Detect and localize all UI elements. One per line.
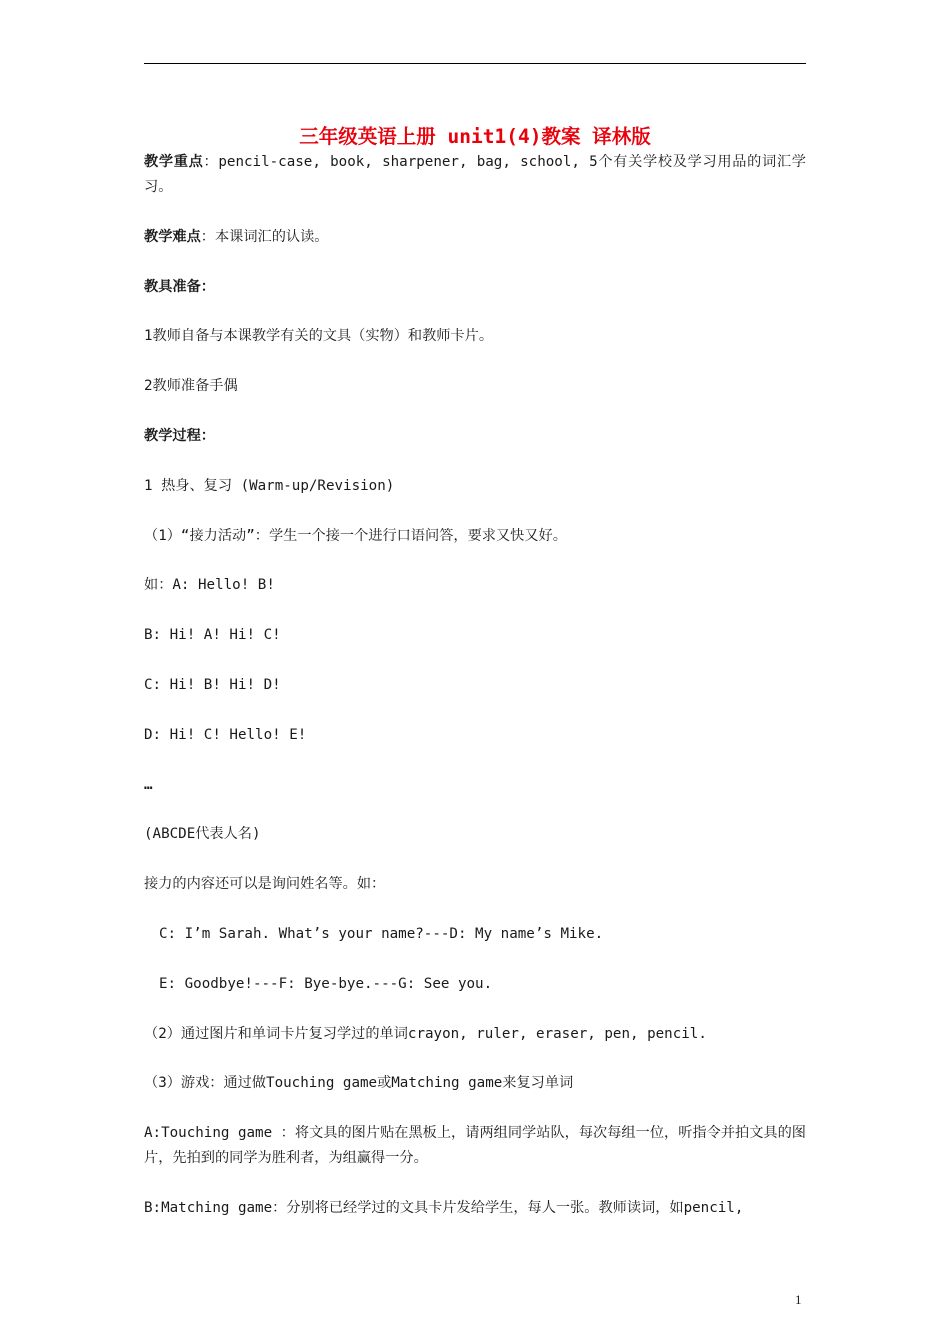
teaching-prep-label: 教具准备： — [144, 278, 215, 295]
teaching-difficulty-paragraph — [144, 225, 806, 250]
teaching-focus-paragraph — [144, 150, 806, 200]
dialogue-ellipsis: … — [144, 776, 154, 793]
page-number: 1 — [795, 1292, 802, 1307]
game-b: B:Matching game：分别将已经学过的文具卡片发给学生，每人一张。教师读词，如pencil, — [144, 1199, 744, 1216]
extension-line-1: C: I’m Sarah. What’s your name?---D: My name’s Mike. — [159, 925, 604, 942]
document-title: 三年级英语上册 unit1(4)教案 译林版 — [299, 125, 651, 148]
dialogue-line-1: 如：A: Hello! B! — [144, 577, 275, 594]
activity-2: （2）通过图片和单词卡片复习学过的单词crayon, ruler, eraser, pen, pencil. — [144, 1025, 707, 1042]
dialogue-line-3: C: Hi! B! Hi! D! — [144, 676, 281, 693]
extension-line-2: E: Goodbye!---F: Bye-bye.---G: See you. — [159, 975, 493, 992]
teaching-process-label: 教学过程： — [144, 427, 215, 444]
dialogue-line-2: B: Hi! A! Hi! C! — [144, 627, 281, 644]
dialogue-line-4: D: Hi! C! Hello! E! — [144, 726, 307, 743]
teaching-focus-text: ：pencil-case, book, sharpener, bag, school, 5个有关学校及学习用品的词汇学习。 — [144, 154, 806, 195]
document-body — [144, 150, 806, 1221]
prep-item-2: 2教师准备手偶 — [144, 378, 238, 395]
game-a: A:Touching game ：将文具的图片贴在黑板上，请两组同学站队，每次每组一位，听指令并拍文具的图片，先拍到的同学为胜利者，为组赢得一分。 — [144, 1125, 806, 1167]
extension-intro: 接力的内容还可以是询问姓名等。如： — [144, 876, 386, 893]
header-rule — [144, 63, 806, 64]
teaching-difficulty-text: ：本课词汇的认读。 — [200, 228, 329, 245]
teaching-focus-label: 教学重点 — [144, 154, 204, 170]
activity-3: （3）游戏：通过做Touching game或Matching game来复习单词 — [144, 1075, 574, 1092]
step1-heading: 1 热身、复习 (Warm-up/Revision) — [144, 477, 395, 494]
name-note: (ABCDE代表人名) — [144, 826, 261, 843]
activity-1: （1）“接力活动”：学生一个接一个进行口语问答，要求又快又好。 — [144, 527, 567, 544]
prep-item-1: 1教师自备与本课教学有关的文具（实物）和教师卡片。 — [144, 328, 494, 345]
teaching-difficulty-label: 教学难点 — [144, 228, 201, 245]
